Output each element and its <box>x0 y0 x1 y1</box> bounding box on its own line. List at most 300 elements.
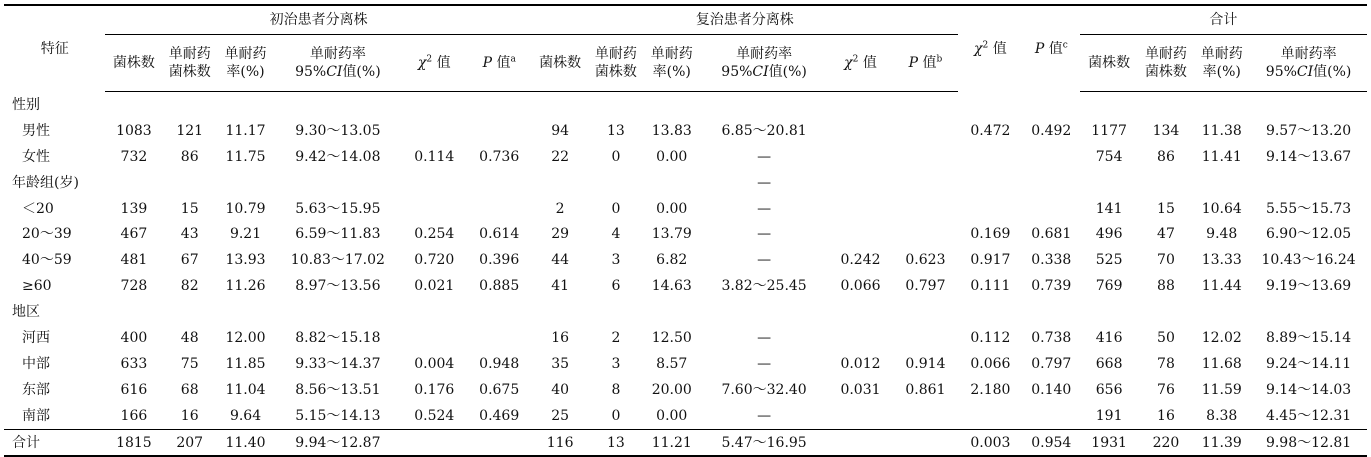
table-cell: 0.469 <box>479 407 520 424</box>
table-cell: 121 <box>176 122 204 139</box>
table-cell <box>532 299 589 325</box>
table-cell <box>217 170 274 196</box>
table-cell <box>893 429 958 456</box>
table-cell: 0.012 <box>840 355 881 372</box>
table-cell: 0.003 <box>958 429 1023 456</box>
category-label: 性别 <box>12 96 40 113</box>
table-cell: — <box>757 174 772 191</box>
retreat-ci-header: 单耐药率 95%CI值(%) <box>700 35 828 92</box>
table-cell <box>402 118 467 144</box>
table-cell: — <box>757 252 772 269</box>
table-cell: 5.55～15.73 <box>1265 200 1352 217</box>
table-cell: 76 <box>1157 381 1175 398</box>
table-cell: 8.57 <box>656 355 688 372</box>
table-cell <box>700 92 828 118</box>
table-cell: 2 <box>555 200 565 217</box>
table-cell: 0.176 <box>414 381 455 398</box>
table-cell <box>162 299 217 325</box>
table-cell: 11.40 <box>217 429 274 456</box>
table-cell: 656 <box>1095 381 1123 398</box>
table-cell <box>162 92 217 118</box>
table-cell <box>958 299 1023 325</box>
table-row <box>4 403 1367 429</box>
table-cell: 0.066 <box>840 278 881 295</box>
table-cell <box>893 92 958 118</box>
table-cell: 11.44 <box>1201 278 1242 295</box>
table-cell <box>828 92 893 118</box>
table-cell: 11.59 <box>1201 381 1242 398</box>
table-cell <box>700 299 828 325</box>
table-cell: 0 <box>611 200 621 217</box>
table-cell: 134 <box>1152 122 1180 139</box>
table-cell: — <box>757 329 772 346</box>
table-cell: 6.59～11.83 <box>295 226 381 243</box>
table-row <box>4 170 1367 196</box>
row-label: 20～39 <box>22 226 72 243</box>
table-cell <box>893 196 958 222</box>
table-cell: 11.39 <box>1193 429 1250 456</box>
table-cell: 13.33 <box>1201 252 1242 269</box>
initial-count-header: 菌株数 <box>105 35 162 92</box>
table-cell: — <box>757 148 772 165</box>
table-cell <box>1193 92 1250 118</box>
total-rate-header: 单耐药 率(%) <box>1193 35 1250 92</box>
table-cell <box>1193 299 1250 325</box>
table-cell: 9.24～14.11 <box>1265 355 1352 372</box>
table-row <box>4 325 1367 351</box>
table-cell: 11.21 <box>643 429 700 456</box>
table-cell <box>105 170 162 196</box>
table-cell <box>893 403 958 429</box>
table-cell <box>1139 92 1194 118</box>
table-cell: 0.797 <box>1031 355 1072 372</box>
table-cell: 9.30～13.05 <box>295 122 381 139</box>
table-cell: 16 <box>1157 407 1175 424</box>
row-label: 男性 <box>22 122 50 139</box>
row-label: ≥60 <box>22 278 52 295</box>
table-cell <box>402 299 467 325</box>
table-cell: 633 <box>120 355 148 372</box>
table-cell: 166 <box>120 407 148 424</box>
table-cell: 9.94～12.87 <box>274 429 402 456</box>
table-cell: 1931 <box>1080 429 1139 456</box>
table-cell: 11.04 <box>225 381 266 398</box>
table-cell: 0.00 <box>656 200 688 217</box>
table-row <box>4 299 1367 325</box>
initial-rate-header: 单耐药 率(%) <box>217 35 274 92</box>
table-cell: 220 <box>1139 429 1194 456</box>
table-cell: 0.736 <box>479 148 520 165</box>
table-cell: 11.75 <box>225 148 266 165</box>
table-cell: 4 <box>611 226 621 243</box>
table-cell: 0.739 <box>1031 278 1072 295</box>
table-cell <box>532 92 589 118</box>
table-cell: 139 <box>120 200 148 217</box>
table-cell <box>1250 299 1367 325</box>
table-cell <box>1139 299 1194 325</box>
row-label: 合计 <box>4 429 105 456</box>
table-cell: 0.112 <box>970 329 1011 346</box>
table-cell: 9.48 <box>1206 226 1238 243</box>
row-label: 中部 <box>22 355 50 372</box>
table-cell <box>893 325 958 351</box>
table-cell: 75 <box>180 355 199 372</box>
table-cell <box>162 170 217 196</box>
table-cell: 0.111 <box>970 278 1011 295</box>
table-cell: 35 <box>551 355 570 372</box>
table-cell: 9.19～13.69 <box>1265 278 1352 295</box>
table-cell: 10.83～17.02 <box>290 252 385 269</box>
header-feature: 特征 <box>4 5 105 92</box>
table-cell: 754 <box>1095 148 1123 165</box>
table-cell: — <box>757 226 772 243</box>
table-cell: 9.14～14.03 <box>1265 381 1352 398</box>
row-label: ＜20 <box>22 200 54 217</box>
table-cell <box>1250 170 1367 196</box>
table-cell: 13.93 <box>225 252 266 269</box>
table-cell <box>1193 170 1250 196</box>
table-cell: 15 <box>1157 200 1175 217</box>
table-cell: 5.47～16.95 <box>700 429 828 456</box>
table-cell: 8.89～15.14 <box>1265 329 1352 346</box>
table-cell: 9.64 <box>229 407 262 424</box>
table-cell: 9.98～12.81 <box>1250 429 1367 456</box>
table-cell: — <box>757 200 772 217</box>
table-cell <box>467 299 532 325</box>
table-cell: 29 <box>551 226 570 243</box>
table-cell: 0 <box>611 407 621 424</box>
table-cell <box>643 92 700 118</box>
table-cell: 769 <box>1095 278 1123 295</box>
retreat-p-header: P 值$^b$ <box>893 35 958 92</box>
table-cell <box>402 325 467 351</box>
table-cell: 1083 <box>116 122 152 139</box>
table-cell: 0.472 <box>970 122 1011 139</box>
table-cell: 400 <box>120 329 148 346</box>
table-cell: 11.17 <box>225 122 266 139</box>
table-cell: 11.85 <box>225 355 266 372</box>
header-chi2-c: $\chi^2$ 值 <box>958 5 1023 92</box>
table-cell: 12.50 <box>651 329 692 346</box>
table-cell <box>1080 170 1139 196</box>
table-cell: 0.861 <box>905 381 946 398</box>
table-cell: 0.021 <box>414 278 455 295</box>
table-cell: 94 <box>551 122 570 139</box>
table-cell <box>828 118 893 144</box>
table-cell: 0.681 <box>1031 226 1072 243</box>
table-cell <box>217 299 274 325</box>
table-cell <box>467 196 532 222</box>
table-cell: 481 <box>120 252 148 269</box>
table-cell: 9.42～14.08 <box>295 148 381 165</box>
table-cell <box>1080 299 1139 325</box>
table-cell: 0.031 <box>840 381 881 398</box>
table-cell: 141 <box>1095 200 1123 217</box>
table-cell: 0.066 <box>970 355 1011 372</box>
table-cell: 14.63 <box>651 278 692 295</box>
retreat-chi2-header: $\chi^2$ 值 <box>828 35 893 92</box>
table-cell <box>402 196 467 222</box>
row-label: 东部 <box>22 381 50 398</box>
table-cell: 0.004 <box>414 355 455 372</box>
table-cell: 13 <box>607 122 625 139</box>
total-mono-header: 单耐药 菌株数 <box>1139 35 1194 92</box>
table-cell: 0.524 <box>414 407 455 424</box>
table-cell: 0.242 <box>840 252 881 269</box>
table-cell <box>893 144 958 170</box>
table-cell <box>274 299 402 325</box>
table-cell: 3.82～25.45 <box>721 278 807 295</box>
table-cell: 11.68 <box>1201 355 1242 372</box>
table-cell <box>1023 403 1080 429</box>
table-cell: 86 <box>1157 148 1175 165</box>
table-cell: 20.00 <box>651 381 692 398</box>
table-cell: 86 <box>180 148 199 165</box>
table-cell <box>958 144 1023 170</box>
table-cell: 44 <box>551 252 570 269</box>
table-cell: 416 <box>1095 329 1123 346</box>
table-cell: 11.26 <box>225 278 266 295</box>
retreat-count-header: 菌株数 <box>532 35 589 92</box>
table-cell <box>643 170 700 196</box>
table-cell: 8 <box>611 381 621 398</box>
table-cell: 13 <box>589 429 644 456</box>
table-cell: 2 <box>611 329 621 346</box>
table-cell <box>274 92 402 118</box>
table-cell <box>1023 170 1080 196</box>
table-cell: 496 <box>1095 226 1123 243</box>
retreat-rate-header: 单耐药 率(%) <box>643 35 700 92</box>
table-cell <box>274 170 402 196</box>
row-label: 女性 <box>22 148 50 165</box>
table-row <box>4 273 1367 299</box>
category-label: 地区 <box>12 304 40 321</box>
table-cell: 0.885 <box>479 278 520 295</box>
header-group-total: 合计 <box>1080 5 1367 35</box>
table-cell: 11.38 <box>1201 122 1242 139</box>
table-cell: 0.396 <box>479 252 520 269</box>
row-label: 40～59 <box>22 252 72 269</box>
table-cell: 4.45～12.31 <box>1265 407 1352 424</box>
table-cell <box>1250 92 1367 118</box>
table-cell: 467 <box>120 226 148 243</box>
table-cell <box>467 325 532 351</box>
table-cell: 0.492 <box>1031 122 1072 139</box>
table-cell: 668 <box>1095 355 1123 372</box>
table-cell: 0.338 <box>1031 252 1072 269</box>
table-cell: 12.02 <box>1201 329 1242 346</box>
table-cell <box>1023 299 1080 325</box>
table-cell: 6.82 <box>656 252 688 269</box>
table-cell: 15 <box>180 200 199 217</box>
table-cell <box>828 299 893 325</box>
table-cell: 8.38 <box>1206 407 1238 424</box>
table-cell <box>105 92 162 118</box>
table-cell: 6.85～20.81 <box>721 122 807 139</box>
table-cell: 0.614 <box>479 226 520 243</box>
table-cell: 22 <box>551 148 570 165</box>
table-cell: 0.720 <box>414 252 455 269</box>
table-cell <box>532 170 589 196</box>
table-row <box>4 377 1367 403</box>
row-label: 河西 <box>22 329 50 346</box>
table-cell <box>1023 144 1080 170</box>
table-cell: 12.00 <box>225 329 266 346</box>
table-cell: 16 <box>551 329 570 346</box>
table-cell: 70 <box>1157 252 1175 269</box>
table-cell: 0.114 <box>414 148 455 165</box>
table-cell: 43 <box>180 226 199 243</box>
table-cell <box>828 221 893 247</box>
table-cell: 0.954 <box>1023 429 1080 456</box>
table-cell: 0 <box>611 148 621 165</box>
table-cell: 116 <box>532 429 589 456</box>
table-cell: 0.914 <box>905 355 946 372</box>
table-row <box>4 144 1367 170</box>
table-cell: 0.675 <box>479 381 520 398</box>
table-cell <box>1080 92 1139 118</box>
table-cell: 9.33～14.37 <box>295 355 381 372</box>
table-row <box>4 118 1367 144</box>
table-cell: 9.14～13.67 <box>1265 148 1352 165</box>
table-row <box>4 221 1367 247</box>
header-p-c: P 值$^c$ <box>1023 5 1080 92</box>
table-cell <box>1023 92 1080 118</box>
header-group-initial: 初治患者分离株 <box>105 5 531 35</box>
table-cell: 0.948 <box>479 355 520 372</box>
table-cell: 1815 <box>105 429 162 456</box>
table-cell: 0.00 <box>656 407 688 424</box>
table-cell <box>828 144 893 170</box>
table-cell: 207 <box>162 429 217 456</box>
table-cell <box>467 92 532 118</box>
initial-mono-header: 单耐药 菌株数 <box>162 35 217 92</box>
row-label: 南部 <box>22 407 50 424</box>
table-cell <box>828 196 893 222</box>
total-ci-header: 单耐药率 95%CI值(%) <box>1250 35 1367 92</box>
table-cell <box>105 299 162 325</box>
initial-p-header: P 值$^a$ <box>467 35 532 92</box>
table-cell <box>467 429 532 456</box>
table-cell <box>402 429 467 456</box>
table-cell: 1177 <box>1091 122 1127 139</box>
table-cell: 48 <box>180 329 199 346</box>
table-cell <box>1023 196 1080 222</box>
retreat-mono-header: 单耐药 菌株数 <box>589 35 644 92</box>
table-cell <box>589 299 644 325</box>
table-row <box>4 247 1367 273</box>
table-cell: 50 <box>1157 329 1175 346</box>
table-cell: 10.79 <box>225 200 266 217</box>
table-cell: 67 <box>180 252 199 269</box>
table-cell <box>958 196 1023 222</box>
table-cell: 0.738 <box>1031 329 1072 346</box>
table-cell: 0.140 <box>1031 381 1072 398</box>
table-cell: 6.90～12.05 <box>1265 226 1352 243</box>
table-cell: 0.254 <box>414 226 455 243</box>
table-cell: 88 <box>1157 278 1175 295</box>
table-cell <box>958 170 1023 196</box>
category-label: 年龄组(岁) <box>12 174 79 191</box>
table-cell <box>828 403 893 429</box>
table-cell <box>1139 170 1194 196</box>
table-cell: — <box>757 407 772 424</box>
table-cell: 10.43～16.24 <box>1261 252 1356 269</box>
table-row <box>4 196 1367 222</box>
table-cell: 9.57～13.20 <box>1265 122 1352 139</box>
table-cell: 11.41 <box>1201 148 1242 165</box>
table-cell <box>467 118 532 144</box>
table-cell <box>828 429 893 456</box>
table-cell: 5.63～15.95 <box>295 200 381 217</box>
table-cell: 82 <box>180 278 199 295</box>
table-cell <box>893 299 958 325</box>
table-cell: 0.917 <box>970 252 1011 269</box>
table-cell <box>958 92 1023 118</box>
table-cell <box>828 325 893 351</box>
table-cell: 3 <box>611 355 621 372</box>
table-cell: 9.21 <box>229 226 262 243</box>
table-cell: 16 <box>180 407 199 424</box>
table-cell: 41 <box>551 278 570 295</box>
table-cell: 0.797 <box>905 278 946 295</box>
table-cell: 2.180 <box>970 381 1011 398</box>
table-cell <box>958 403 1023 429</box>
table-cell: 40 <box>551 381 570 398</box>
table-cell: 8.56～13.51 <box>295 381 381 398</box>
table-cell <box>402 170 467 196</box>
table-cell: 732 <box>120 148 148 165</box>
table-cell <box>467 170 532 196</box>
table-cell <box>643 299 700 325</box>
table-cell: 6 <box>611 278 621 295</box>
table-cell: 191 <box>1095 407 1123 424</box>
table-cell: 0.00 <box>656 148 688 165</box>
data-table <box>4 4 1367 457</box>
initial-ci-header: 单耐药率 95%CI值(%) <box>274 35 402 92</box>
table-cell: 8.97～13.56 <box>295 278 381 295</box>
table-cell: 0.169 <box>970 226 1011 243</box>
total-count-header: 菌株数 <box>1080 35 1139 92</box>
table-cell: — <box>757 355 772 372</box>
table-cell: 78 <box>1157 355 1175 372</box>
table-cell: 13.79 <box>651 226 692 243</box>
table-cell: 0.623 <box>905 252 946 269</box>
table-cell: 3 <box>611 252 621 269</box>
table-cell <box>828 170 893 196</box>
table-cell: 68 <box>180 381 199 398</box>
table-cell: 728 <box>120 278 148 295</box>
table-cell <box>893 118 958 144</box>
table-cell: 25 <box>551 407 570 424</box>
table-cell <box>217 92 274 118</box>
table-cell: 8.82～15.18 <box>295 329 381 346</box>
table-row <box>4 429 1367 456</box>
table-cell <box>893 170 958 196</box>
table-cell <box>589 92 644 118</box>
table-cell: 525 <box>1095 252 1123 269</box>
table-cell <box>402 92 467 118</box>
table-cell: 10.64 <box>1201 200 1242 217</box>
table-cell: 13.83 <box>651 122 692 139</box>
table-row <box>4 351 1367 377</box>
table-cell: 7.60～32.40 <box>721 381 807 398</box>
table-cell <box>893 221 958 247</box>
table-cell: 47 <box>1157 226 1175 243</box>
table-cell: 616 <box>120 381 148 398</box>
initial-chi2-header: $\chi^2$ 值 <box>402 35 467 92</box>
table-cell <box>589 170 644 196</box>
